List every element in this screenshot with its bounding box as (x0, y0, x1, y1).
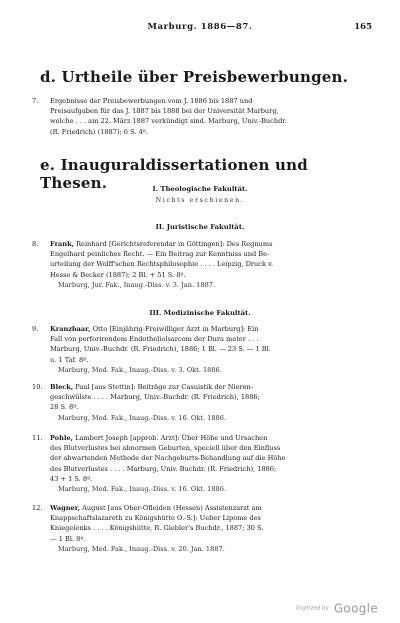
running-title: Marburg. 1886—87. (147, 22, 253, 32)
entry-line: Marburg, Univ.-Buchdr. (R. Friedrich), 1886; 1 Bl. — 23 S. — 1 Bl. (50, 345, 271, 354)
entry-line: 43 + 1 S. 8º. (50, 474, 93, 483)
entry-line: — 1 Bl. 8º. (50, 534, 86, 543)
entry-body (50, 382, 372, 423)
entry-body (50, 503, 372, 554)
dissertation-note: Marburg, Med. Fak., Inaug.-Diss. v. 16. Okt. 1886. (58, 485, 227, 494)
faculty-heading-theology: I. Theologische Fakultät. (152, 185, 248, 193)
entry-line: 28 S. 8º. (50, 403, 79, 412)
entry-line: Paul [aus Stettin]: Beiträge zur Casuistik der Nieren- (73, 383, 254, 391)
entry-line: urteilung der Wolff'schen Rechtsphilosophie . . . . Leipzig, Druck v. (50, 260, 274, 269)
digitized-watermark (296, 598, 378, 617)
entry-number: 9. (32, 325, 39, 333)
entry-line: (R. Friedrich) (1887); 6 S. 4º. (50, 127, 148, 136)
running-head (0, 22, 400, 34)
digitized-label: Digitized by (296, 605, 329, 612)
entry-line: Ergebnisse der Preisbewerbungen vom J. 1886 bis 1887 und (50, 97, 253, 105)
entry-line: Fall von perforirendem Endotheliolsarcom der Dura mater . . . (50, 335, 259, 344)
entry-line: Preisaufgaben für das J. 1887 bis 1888 bei der Universität Marburg, (50, 107, 279, 116)
dissertation-note: Marburg, Med. Fak., Inaug.-Diss. v. 16. Okt. 1886. (58, 413, 227, 422)
author-name: Wagner, (50, 504, 80, 512)
entry-line: Otto [Einjährig-Freiwilliger Arzt in Marburg]: Ein (90, 325, 259, 333)
entry-number: 7. (32, 97, 39, 105)
entry-number: 12. (32, 504, 43, 512)
entry-line: Kniegelenks . . . . Königshütte, R. Giebler's Buchdr., 1887; 30 S. (50, 524, 264, 533)
nothing-published-note: Nichts erschienen. (155, 197, 245, 204)
entry-body (50, 96, 372, 137)
entry-number: 10. (32, 383, 43, 391)
entry-body (50, 433, 372, 494)
entry-line: der abwartenden Methode der Nachgeburts-Behandlung auf die Höhe (50, 454, 286, 463)
entry-line: Knappschaftslazareth zu Königshütte O.-S.]: Ueber Lipome des (50, 514, 261, 523)
entry-line: Hesse & Becker (1887); 2 Bl. + 51 S. 8º. (50, 270, 186, 279)
author-name: Frank, (50, 240, 74, 248)
dissertation-note: Marburg, Med. Fak., Inaug.-Diss. v. 3. Okt. 1886. (58, 365, 222, 374)
author-name: Pohle, (50, 434, 73, 442)
entry-body (50, 324, 372, 375)
author-name: Bleck, (50, 383, 74, 391)
dissertation-note: Marburg, Med. Fak., Inaug.-Diss. v. 20. Jan. 1887. (58, 544, 225, 553)
entry-line: August [aus Ober-Ofleiden (Hessen) Assistenzarzt am (80, 504, 262, 512)
entry-line: des Blutverlustes bei abnormen Geburten, speciell über den Einfluss (50, 444, 281, 453)
entry-line: Lambert Joseph [approb. Arzt]: Über Höhe und Ursachen (72, 434, 268, 442)
entry-line: des Blutverlustes . . . . Marburg, Univ. Buchdr. (R. Friedrich), 1886; (50, 464, 277, 473)
google-logo: Google (333, 601, 378, 616)
entry-body (50, 239, 372, 290)
entry-line: geschwülste . . . . Marburg, Univ.-Buchdr. (R. Friedrich), 1886; (50, 393, 260, 402)
section-heading-e: e. Inauguraldissertationen und Thesen. (40, 156, 308, 192)
author-name: Kranzbaar, (50, 325, 91, 333)
entry-line: welche . . . am 22. März 1887 verkündigt sind. Marburg, Univ.-Buchdr. (50, 117, 287, 126)
page-number: 165 (354, 22, 372, 32)
section-heading-d: d. Urtheile über Preisbewerbungen. (40, 68, 349, 86)
faculty-heading-law: II. Juristische Fakultät. (155, 223, 245, 231)
dissertation-note: Marburg, Jur. Fak., Inaug.-Diss. v. 3. Jan. 1887. (58, 280, 216, 289)
entry-line: u. 1 Taf. 8º. (50, 355, 89, 364)
faculty-heading-medicine: III. Medizinische Fakultät. (149, 309, 251, 317)
entry-number: 8. (32, 240, 39, 248)
entry-line: Engelhard peinliches Recht. — Ein Beitrag zur Kenntniss und Be- (50, 250, 270, 259)
entry-line: Reinhard [Gerichtsreferendar in Göttingen]: Des Regnums (73, 240, 273, 248)
entry-number: 11. (32, 434, 43, 442)
